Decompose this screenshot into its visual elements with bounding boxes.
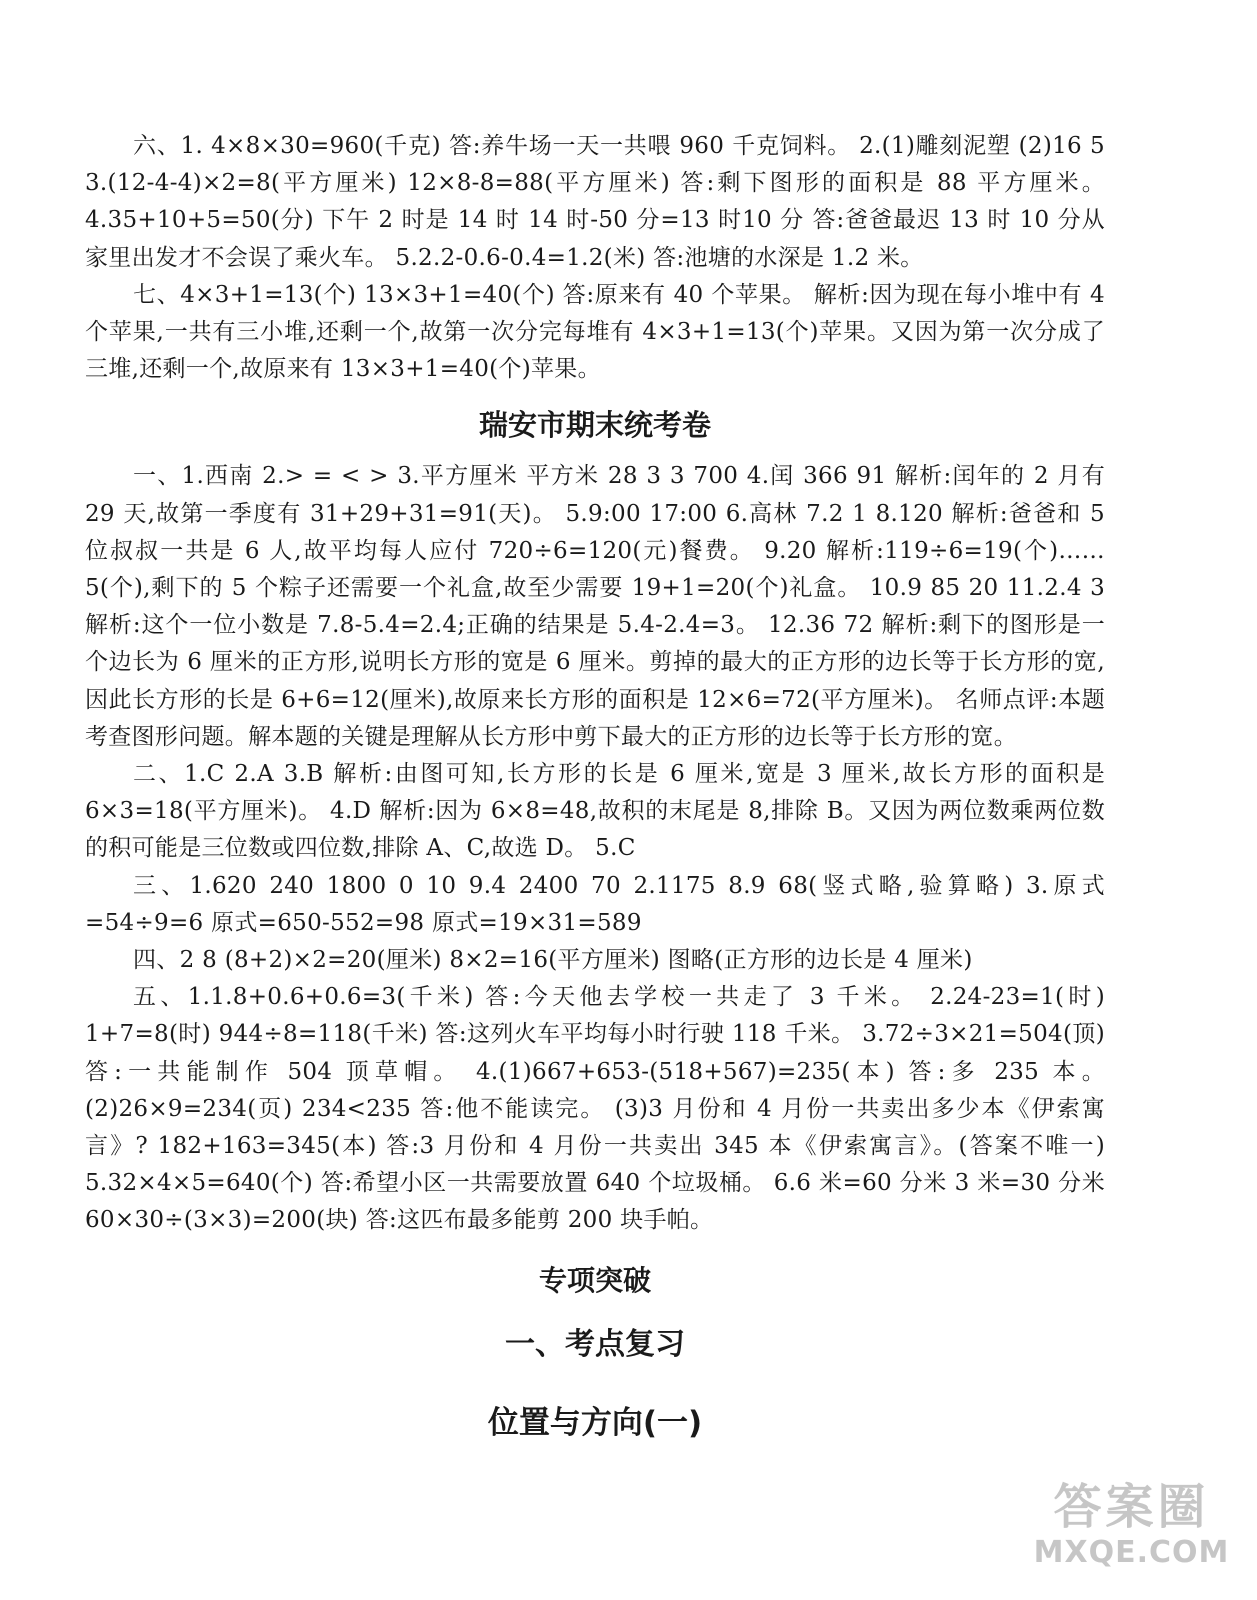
- review-section-title: 一、考点复习: [505, 1326, 685, 1362]
- site-watermark: [1024, 1478, 1239, 1588]
- exam-title: 瑞安市期末统考卷: [478, 408, 711, 443]
- exam-part-two: 二、1.C 2.A 3.B 解析:由图可知,长方形的长是 6 厘米,宽是 3 厘米,故长方形的面积是 6×3=18(平方厘米)。 4.D 解析:因为 6×8=48,故积的末尾是 8,排除 B。又因为两位数乘两位数的积可能是三位数或四位数,排除 A、C,故选 D。 5.C: [85, 761, 1105, 862]
- exam-part-one: 一、1.西南 2.> = < > 3.平方厘米 平方米 28 3 3 700 4.闰 366 91 解析:闰年的 2 月有 29 天,故第一季度有 31+29+31=91(天)。 5.9:00 17:00 6.高林 7.2 1 8.120 解析:爸爸和 5 位叔叔一共是 6 人,故平均每人应付 720÷6=120(元)餐费。 9.20 解析:119÷6=19(个)……5(个),剩下的 5 个粽子还需要一个礼盒,故至少需要 19+1=20(个)礼盒。 10.9 85 20 11.2.4 3 解析:这个一位小数是 7.8-5.4=2.4;正确的结果是 5.4-2.4=3。 12.36 72 解析:剩下的图形是一个边长为 6 厘米的正方形,说明长方形的宽是 6 厘米。剪掉的最大的正方形的边长等于长方形的宽,因此长方形的长是 6+6=12(厘米),故原来长方形的面积是 12×6=72(平方厘米)。 名师点评:本题考查图形问题。解本题的关键是理解从长方形中剪下最大的正方形的边长等于长方形的宽。: [85, 463, 1105, 750]
- watermark-logo-text: 答案圈: [1053, 1479, 1210, 1535]
- answer-page: [85, 128, 1105, 1448]
- exam-part-three: 三、1.620 240 1800 0 10 9.4 2400 70 2.1175 8.9 68(竖式略,验算略) 3.原式=54÷9=6 原式=650-552=98 原式=19×31=589: [85, 872, 1105, 936]
- topic-title: 位置与方向(一): [487, 1404, 703, 1441]
- exam-part-four: 四、2 8 (8+2)×2=20(厘米) 8×2=16(平方厘米) 图略(正方形的边长是 4 厘米): [133, 947, 973, 974]
- answer-section-six: 六、1. 4×8×30=960(千克) 答:养牛场一天一共喂 960 千克饲料。 2.(1)雕刻泥塑 (2)16 5 3.(12-4-4)×2=8(平方厘米) 12×8-8=88(平方厘米) 答:剩下图形的面积是 88 平方厘米。 4.35+10+5=50(分) 下午 2 时是 14 时 14 时-50 分=13 时10 分 答:爸爸最迟 13 时 10 分从家里出发才不会误了乘火车。 5.2.2-0.6-0.4=1.2(米) 答:池塘的水深是 1.2 米。: [85, 133, 1105, 271]
- watermark-url: MXQE.COM: [1033, 1535, 1230, 1570]
- answer-section-seven: 七、4×3+1=13(个) 13×3+1=40(个) 答:原来有 40 个苹果。 解析:因为现在每小堆中有 4 个苹果,一共有三小堆,还剩一个,故第一次分完每堆有 4×3+1=13(个)苹果。又因为第一次分成了三堆,还剩一个,故原来有 13×3+1=40(个)苹果。: [85, 281, 1105, 383]
- exam-part-five: 五、1.1.8+0.6+0.6=3(千米) 答:今天他去学校一共走了 3 千米。 2.24-23=1(时) 1+7=8(时) 944÷8=118(千米) 答:这列火车平均每小时行驶 118 千米。 3.72÷3×21=504(顶) 答:一共能制作 504 顶草帽。 4.(1)667+653-(518+567)=235(本) 答:多 235 本。 (2)26×9=234(页) 234<235 答:他不能读完。 (3)3 月份和 4 月份一共卖出多少本《伊索寓言》? 182+163=345(本) 答:3 月份和 4 月份一共卖出 345 本《伊索寓言》。(答案不唯一) 5.32×4×5=640(个) 答:希望小区一共需要放置 640 个垃圾桶。 6.6 米=60 分米 3 米=30 分米 60×30÷(3×3)=200(块) 答:这匹布最多能剪 200 块手帕。: [85, 984, 1105, 1234]
- special-section-title: 专项突破: [538, 1263, 651, 1297]
